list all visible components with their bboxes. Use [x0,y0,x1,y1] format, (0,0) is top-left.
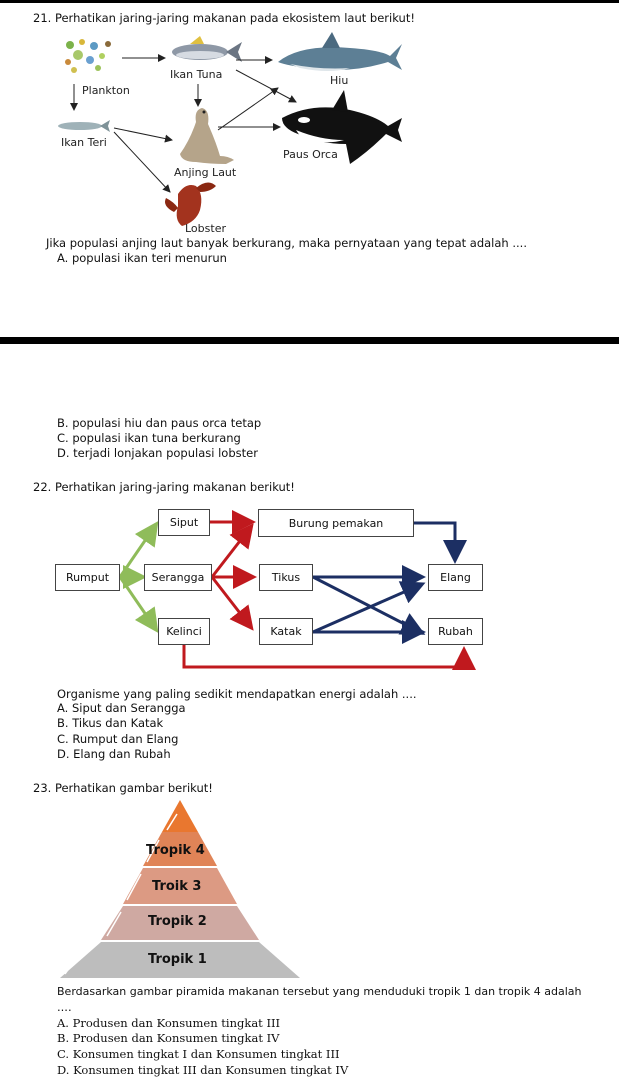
q22-question: 22. Perhatikan jaring-jaring makanan berikut! [33,480,295,494]
q21-prompt: Jika populasi anjing laut banyak berkurang, maka pernyataan yang tepat adalah .... [46,236,527,250]
q21-option-c: C. populasi ikan tuna berkurang [57,431,241,445]
q23-question: 23. Perhatikan gambar berikut! [33,781,213,795]
q23-option-b: B. Produsen dan Konsumen tingkat IV [57,1031,280,1045]
q23-prompt-cont: .... [57,1000,72,1014]
node-elang: Elang [428,564,483,591]
node-rumput: Rumput [55,564,120,591]
node-siput: Siput [158,509,210,536]
label-ikan-tuna: Ikan Tuna [170,68,223,81]
label-ikan-teri: Ikan Teri [61,136,107,149]
label-lobster: Lobster [185,222,226,235]
node-rubah: Rubah [428,618,483,645]
q22-option-a: A. Siput dan Serangga [57,701,186,715]
node-tikus: Tikus [259,564,313,591]
label-hiu: Hiu [330,74,349,87]
q23-prompt: Berdasarkan gambar piramida makanan tersebut yang menduduki tropik 1 dan tropik 4 adalah [57,985,582,998]
label-plankton: Plankton [82,84,130,97]
pyramid-label-3: Troik 3 [152,879,202,894]
pyramid-apex [162,800,198,832]
q21-option-d: D. terjadi lonjakan populasi lobster [57,446,258,460]
pyramid-label-2: Tropik 2 [148,914,207,929]
q21-option-b: B. populasi hiu dan paus orca tetap [57,416,262,430]
q22-prompt: Organisme yang paling sedikit mendapatkan energi adalah .... [57,687,417,701]
node-serangga: Serangga [144,564,212,591]
node-burung-pemakan: Burung pemakan [258,509,414,537]
q23-option-a: A. Produsen dan Konsumen tingkat III [57,1016,281,1030]
q22-option-c: C. Rumput dan Elang [57,732,179,746]
node-kelinci: Kelinci [158,618,210,645]
q23-option-c: C. Konsumen tingkat I dan Konsumen tingkat III [57,1047,340,1061]
q22-option-b: B. Tikus dan Katak [57,716,164,730]
label-paus-orca: Paus Orca [283,148,338,161]
q21-option-a: A. populasi ikan teri menurun [57,251,227,265]
q21-question: 21. Perhatikan jaring-jaring makanan pada ekosistem laut berikut! [33,11,415,25]
pyramid-label-4: Tropik 4 [146,843,205,858]
label-anjing-laut: Anjing Laut [174,166,237,179]
pyramid-label-1: Tropik 1 [148,952,207,967]
node-katak: Katak [259,618,313,645]
q23-option-d: D. Konsumen tingkat III dan Konsumen tingkat IV [57,1063,349,1077]
q22-option-d: D. Elang dan Rubah [57,747,171,761]
